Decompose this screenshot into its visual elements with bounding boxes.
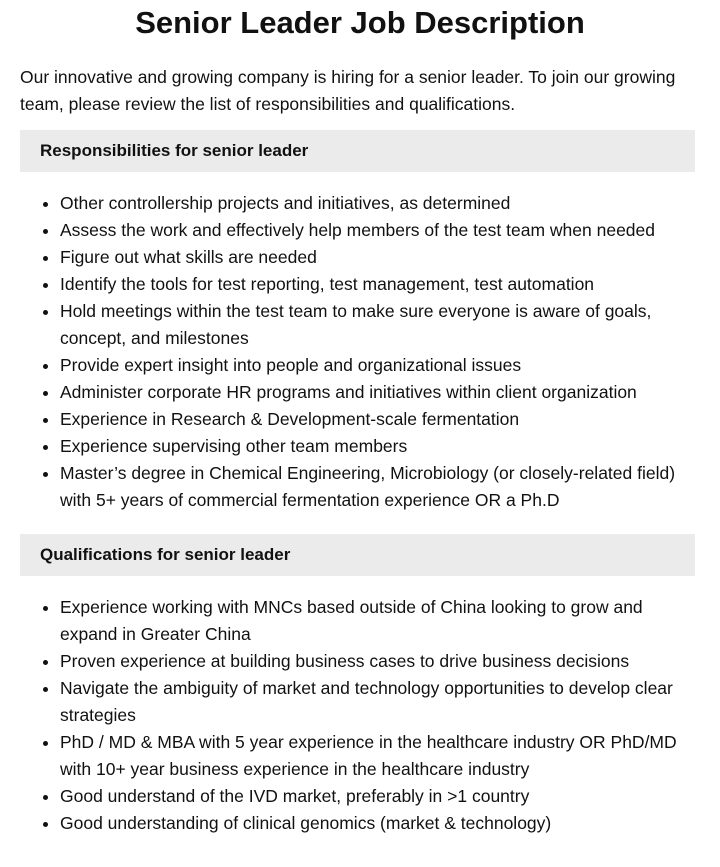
list-item: • Proven experience at building business cases to drive business decisions <box>60 648 700 675</box>
list-item: • Navigate the ambiguity of market and technology opportunities to develop clear strategies <box>60 675 700 729</box>
list-item: • Experience supervising other team members <box>60 433 700 460</box>
list-item: • Other controllership projects and initiatives, as determined <box>60 190 700 217</box>
list-item: • Provide expert insight into people and organizational issues <box>60 352 700 379</box>
list-item: • Identify the tools for test reporting, test management, test automation <box>60 271 700 298</box>
list-item: • Assess the work and effectively help members of the test team when needed <box>60 217 700 244</box>
list-item: • PhD / MD & MBA with 5 year experience in the healthcare industry OR PhD/MD with 10+ year business experience in the healthcare industry <box>60 729 700 783</box>
list-item: • Administer corporate HR programs and initiatives within client organization <box>60 379 700 406</box>
list-item: • Figure out what skills are needed <box>60 244 700 271</box>
list-item: • Hold meetings within the test team to make sure everyone is aware of goals, concept, and milestones <box>60 298 700 352</box>
list-item: • Experience working with MNCs based outside of China looking to grow and expand in Greater China <box>60 594 700 648</box>
list-item: • Experience in Research & Development-scale fermentation <box>60 406 700 433</box>
responsibilities-list <box>20 190 700 514</box>
responsibilities-heading: Responsibilities for senior leader <box>20 130 695 172</box>
list-item: • Good understand of the IVD market, preferably in >1 country <box>60 783 700 810</box>
page-title: Senior Leader Job Description <box>135 5 585 40</box>
list-item: • Master’s degree in Chemical Engineering, Microbiology (or closely-related field) with 5+ years of commercial fermentation experience OR a Ph.D <box>60 460 700 514</box>
list-item: • Good understanding of clinical genomics (market & technology) <box>60 810 700 837</box>
intro-text: Our innovative and growing company is hiring for a senior leader. To join our growing team, please review the list of responsibilities and qualifications. <box>20 67 676 114</box>
qualifications-list <box>20 594 700 837</box>
qualifications-heading: Qualifications for senior leader <box>20 534 695 576</box>
